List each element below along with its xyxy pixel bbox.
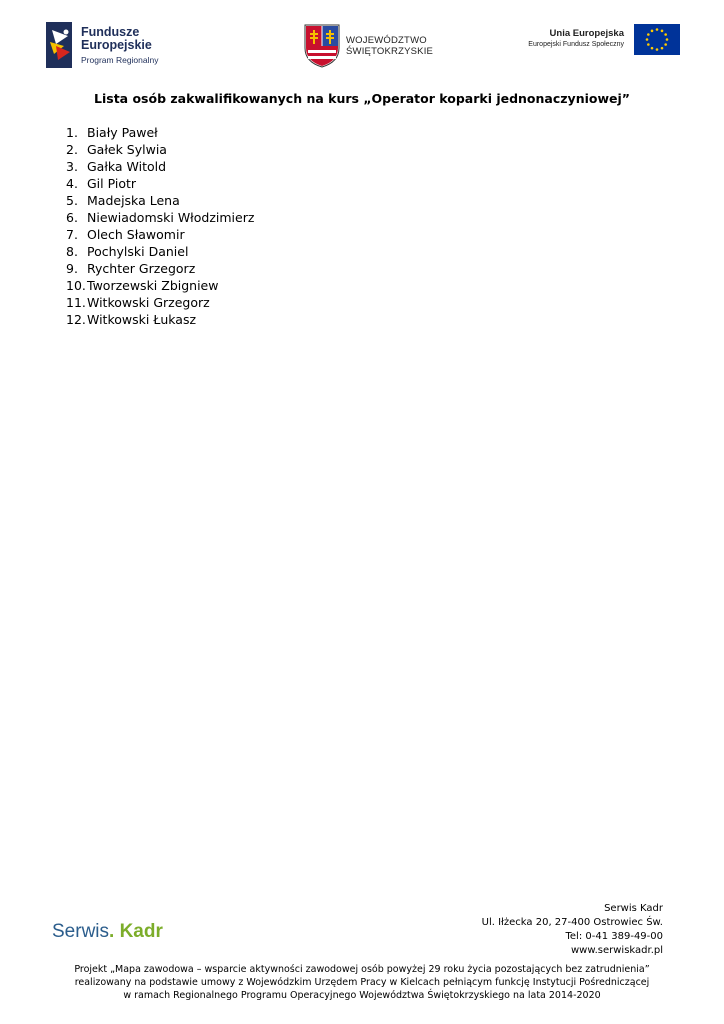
list-item: [66, 209, 254, 226]
eu-star: [666, 38, 669, 41]
list-item-number: 10.: [66, 278, 86, 293]
fe-logo-line3: Program Regionalny: [81, 55, 159, 65]
contact-phone: Tel: 0-41 389-49-00: [565, 931, 663, 942]
list-item-name: Olech Sławomir: [87, 227, 185, 242]
list-item-name: Witkowski Łukasz: [87, 312, 197, 327]
list-item-name: Gil Piotr: [87, 176, 137, 191]
wojewodztwo-logo: [304, 24, 434, 68]
fundusze-europejskie-logo: [46, 22, 166, 68]
list-item: [66, 192, 254, 209]
list-item-name: Gałka Witold: [87, 159, 167, 174]
list-item-number: 7.: [66, 227, 78, 242]
list-item-number: 4.: [66, 176, 78, 191]
list-item-name: Pochylski Daniel: [87, 244, 189, 259]
footer-line2: realizowany na podstawie umowy z Wojewódzkim Urzędem Pracy w Kielcach pełniącym funkcję Instytucji Pośredniczącej: [74, 977, 650, 988]
eu-star: [647, 33, 650, 36]
list-item-name: Tworzewski Zbigniew: [87, 278, 219, 293]
region-logo-line2: ŚWIĘTOKRZYSKIE: [346, 46, 434, 57]
unia-europejska-logo: [528, 24, 680, 56]
eu-star: [661, 47, 664, 50]
list-item: [66, 311, 254, 328]
list-item: [66, 277, 254, 294]
eu-star: [656, 48, 659, 51]
eu-star: [661, 30, 664, 33]
coat-of-arms-icon: [304, 24, 340, 68]
list-item-name: Witkowski Grzegorz: [87, 295, 210, 310]
eu-star: [664, 43, 667, 46]
eu-logo-line1: Unia Europejska: [549, 28, 624, 39]
fe-logo-line1: Fundusze: [81, 25, 140, 39]
brand-part1: Serwis: [52, 921, 110, 942]
serwis-kadr-logo: [52, 921, 163, 943]
list-item-number: 8.: [66, 244, 78, 259]
list-item: [66, 294, 254, 311]
project-footer: [20, 963, 704, 1002]
eu-flag-icon: [634, 24, 680, 55]
eu-logo-line2: Europejski Fundusz Społeczny: [528, 41, 624, 48]
eu-star: [656, 28, 659, 31]
contact-address: Ul. Iłżecka 20, 27-400 Ostrowiec Św.: [481, 917, 663, 928]
document-title: Lista osób zakwalifikowanych na kurs „Operator koparki jednonaczyniowej”: [94, 91, 630, 106]
contact-website: www.serwiskadr.pl: [570, 945, 663, 956]
qualified-people-list: [66, 124, 254, 328]
brand-dot: .: [109, 921, 115, 942]
list-item-number: 2.: [66, 142, 78, 157]
list-item-number: 6.: [66, 210, 78, 225]
contact-info: [482, 902, 663, 958]
list-item-number: 12.: [66, 312, 86, 327]
list-item: [66, 260, 254, 277]
list-item-name: Niewiadomski Włodzimierz: [87, 210, 255, 225]
fe-star-flag-icon: [46, 22, 72, 68]
brand-part2: Kadr: [119, 921, 163, 942]
list-item-name: Madejska Lena: [87, 193, 180, 208]
list-item-number: 1.: [66, 125, 78, 140]
list-item-name: Rychter Grzegorz: [87, 261, 196, 276]
list-item-number: 5.: [66, 193, 78, 208]
eu-star: [646, 38, 649, 41]
contact-company: Serwis Kadr: [604, 903, 663, 914]
list-item: [66, 141, 254, 158]
list-item: [66, 226, 254, 243]
list-item: [66, 243, 254, 260]
region-logo-line1: WOJEWÓDZTWO: [346, 35, 427, 46]
eu-star: [651, 30, 654, 33]
list-item-number: 9.: [66, 261, 78, 276]
list-item: [66, 124, 254, 141]
list-item-number: 11.: [66, 295, 86, 310]
list-item-number: 3.: [66, 159, 78, 174]
list-item-name: Gałek Sylwia: [87, 142, 167, 157]
fe-logo-line2: Europejskie: [81, 38, 152, 52]
eu-star: [651, 47, 654, 50]
list-item-name: Biały Paweł: [87, 125, 158, 140]
eu-star: [647, 43, 650, 46]
footer-line3: w ramach Regionalnego Programu Operacyjnego Województwa Świętokrzyskiego na lata 2014-2020: [123, 990, 601, 1001]
list-item: [66, 158, 254, 175]
list-item: [66, 175, 254, 192]
eu-star: [664, 33, 667, 36]
footer-line1: Projekt „Mapa zawodowa – wsparcie aktywności zawodowej osób powyżej 29 roku życia pozostających bez zatrudnienia”: [74, 964, 650, 975]
